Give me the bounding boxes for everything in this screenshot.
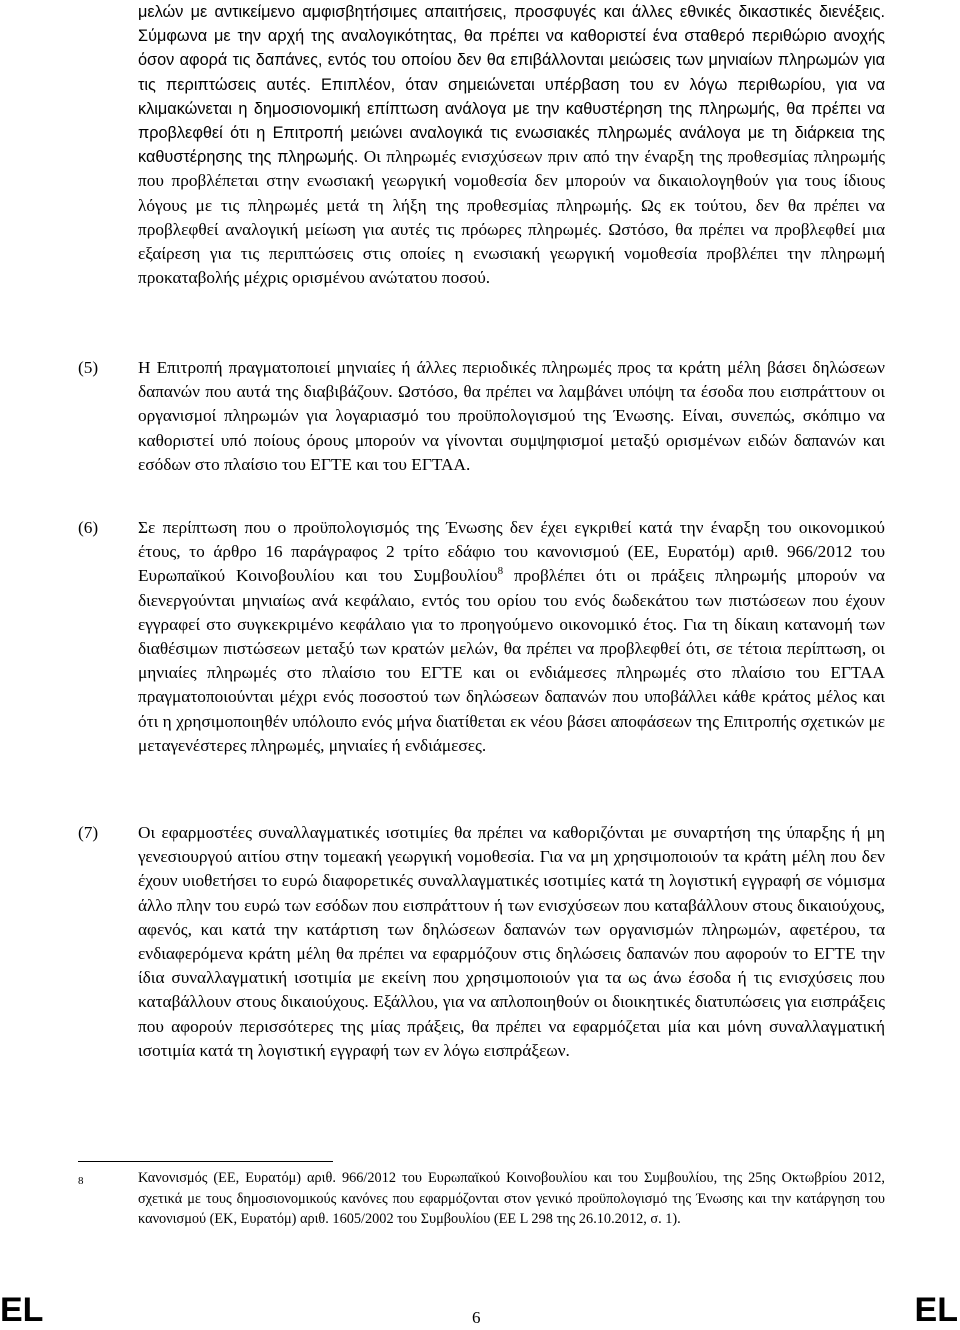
page-number: 6 — [472, 1308, 481, 1327]
language-code-right: EL — [914, 1291, 958, 1329]
recital-7-text: Οι εφαρμοστέες συναλλαγματικές ισοτιμίες θα πρέπει να καθοριζόνται με συναρτήση της ύπαρξης ή μη γενεσιουργού αιτίου στην τομεακή γεωργική νομοθεσία. Για να μη χρησιμοποιούν τα κράτη μέλη που δεν έχουν υιοθετήσει το ευρώ διαφορετικές συναλλαγματικές ισοτιμίες κατά τη λογιστική εγγραφή σε νόμισμα άλλο πλην του ευρώ των εσόδων που εισπράττουν ή των ενισχύσεων που καταβάλλουν στους δικαιούχους, αφενός, και κατά την κατάρτιση των δηλώσεων δαπανών των οργανισμών πληρωμών, αφετέρου, τα ενδιαφερόμενα κράτη μέλη θα πρέπει να εφαρμόζουν στις δηλώσεις δαπανών που αφορούν το ΕΓΤΕ την ίδια συναλλαγματική ισοτιμία με εκείνη που χρησιμοποιούν για τα ως άνω έσοδα ή τις ενισχύσεις που καταβάλλουν στους δικαιούχους. Εξάλλου, για να απλοποιηθούν οι διοικητικές διατυπώσεις για εισπράξεις που αφορούν περισσότερες της μίας πράξεις, θα πρέπει να εφαρμόζεται μία και μόνη συναλλαγματική ισοτιμία κατά τη λογιστική εγγραφή των εν λόγω εισπράξεων. — [138, 823, 885, 1060]
recital-6-text-after: προβλέπει ότι οι πράξεις πληρωμής μπορούν να διενεργούνται μηνιαίως ανά κεφάλαιο, εντός του ορίου του ενός δωδεκάτου των πιστώσεων που έχουν εγγραφεί στο συγκεκριμένο κεφάλαιο για το προηγούμενο οικονομικό έτος. Για τη δίκαιη κατανομή των διαθέσιμων πιστώσεων μεταξύ των κρατών μελών, θα πρέπει να προβλεφθεί ότι, σε τέτοια περίπτωση, οι μηνιαίες πληρωμές στο πλαίσιο του ΕΓΤΕ και οι ενδιάμεσες πληρωμές στο πλαίσιο του ΕΓΤΑΑ πραγματοποιούνται μέχρι ενός ποσοστού των δηλώσεων δαπανών που υποβάλλει κάθε κράτος μέλος και ότι η χρησιμοποιηθέν υπόλοιπο ενός μήνα διατίθεται εκ νέου βάσει αποφάσεων της Επιτροπής σχετικών με μεταγενέστερες πληρωμές, μηνιαίες ή ενδιάμεσες. — [138, 566, 885, 755]
paragraph-text-sans: μελών με αντικείμενο αμφισβητήσιμες απαιτήσεις, προσφυγές και άλλες εθνικές δικαστικές διενέξεις. Σύμφωνα με την αρχή της αναλογικότητας, θα πρέπει να καθοριστεί ένα σταθερό περιθώριο ανοχής όσον αφορά τις δαπάνες, εντός του οποίου δεν θα επιβάλλονται μειώσεις των μηνιαίων πληρωμών για τις περιπτώσεις αυτές. Επιπλέον, όταν σημειώνεται υπέρβαση του εν λόγω περιθωρίου, για να κλιμακώνεται η δημοσιονομική επίπτωση ανάλογα με την καθυστέρηση της πληρωμής, θα πρέπει να προβλεφθεί ότι η Επιτροπή μειώνει αναλογικά τις ενωσιακές πληρωμές ανάλογα με τη διάρκεια της καθυστέρησης της πληρωμής. — [138, 3, 885, 167]
language-code-left: EL — [0, 1291, 44, 1329]
footnote-text: Κανονισμός (ΕΕ, Ευρατόμ) αριθ. 966/2012 του Ευρωπαϊκού Κοινοβουλίου και του Συμβουλίου, της 25ης Οκτωβρίου 2012, σχετικά με τους δημοσιονομικούς κανόνες που εφαρμόζονται στον γενικό προϋπολογισμό της Ένωσης και την κατάργηση του κανονισμού (ΕΚ, Ευρατόμ) αριθ. 1605/2002 του Συμβουλίου (ΕΕ L 298 της 26.10.2012, σ. 1). — [138, 1170, 885, 1227]
recital-number: (5) — [78, 358, 99, 377]
recital-number: (6) — [78, 518, 99, 537]
paragraph-continuation — [138, 0, 885, 290]
recital-6-text-before: Σε περίπτωση που ο προϋπολογισμός της Ένωσης δεν έχει εγκριθεί κατά την έναρξη του οικονομικού έτους, το άρθρο 16 παράγραφος 2 τρίτο εδάφιο του κανονισμού (ΕΕ, Ευρατόμ) αριθ. 966/2012 του Ευρωπαϊκού Κοινοβουλίου και του Συμβουλίου — [138, 518, 885, 586]
recital-5-text: Η Επιτροπή πραγματοποιεί μηνιαίες ή άλλες περιοδικές πληρωμές προς τα κράτη μέλη βάσει δηλώσεων δαπανών που αυτά της διαβιβάζουν. Ωστόσο, θα πρέπει να λαμβάνει υπόψη τα έσοδα που εισπράττουν οι οργανισμοί πληρωμών για λογαριασμό του προϋπολογισμού της Ένωσης. Είναι, συνεπώς, σκόπιμο να καθοριστεί υπό ποίους όρους μπορούν να γίνονται συμψηφισμοί μεταξύ ορισμένων ειδών δαπανών και εσόδων στο πλαίσιο του ΕΓΤΕ και του ΕΓΤΑΑ. — [138, 358, 885, 474]
paragraph-text-serif: Οι πληρωμές ενισχύσεων πριν από την έναρξη της προθεσμίας πληρωμής που προβλέπεται στην ενωσιακή γεωργική νομοθεσία δεν μπορούν να δικαιολογηθούν για τους ίδιους λόγους με τις πληρωμές μετά τη λήξη της προθεσμίας πληρωμής. Ως εκ τούτου, δεν θα πρέπει να προβλεφθεί αναλογική μείωση για αυτές τις πρόωρες πληρωμές. Ωστόσο, θα πρέπει να προβλεφθεί μια εξαίρεση για τις περιπτώσεις στις οποίες η ενωσιακή γεωργική νομοθεσία προβλέπει την πληρωμή προκαταβολής μέχρις ορισμένου ανώτατου ποσού. — [138, 147, 885, 288]
footnote-separator — [78, 1161, 333, 1162]
footnote-mark: 8 — [78, 1175, 84, 1187]
recital-6 — [138, 516, 885, 758]
footnote-reference[interactable]: 8 — [497, 565, 504, 578]
recital-number: (7) — [78, 823, 99, 842]
